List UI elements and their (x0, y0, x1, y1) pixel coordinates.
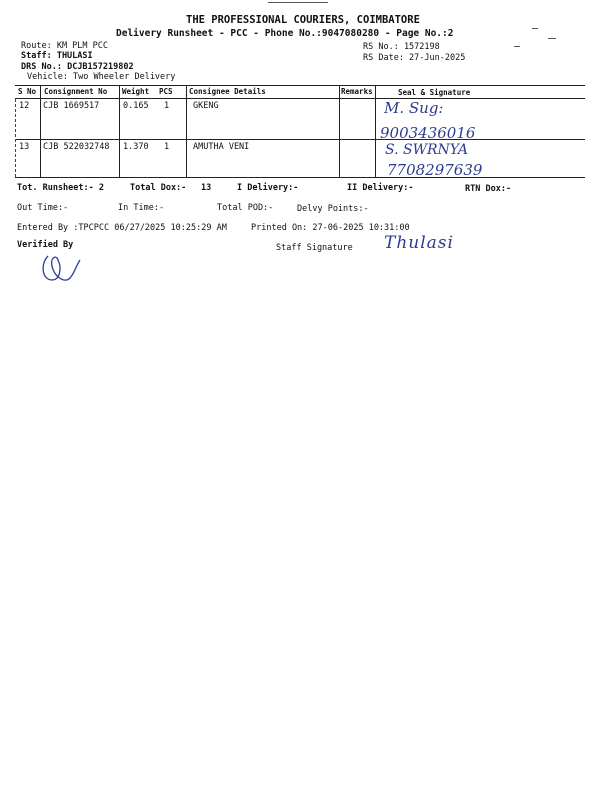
row-pcs: 1 (164, 142, 170, 152)
out-time: Out Time:- (17, 203, 69, 213)
row-consignment: CJB 522032748 (43, 142, 110, 152)
table-top-border (15, 85, 585, 86)
receiver-phone: 7708297639 (387, 161, 483, 179)
verified-by: Verified By (17, 240, 74, 250)
verified-signature-icon (38, 250, 88, 290)
row-sno: 12 (19, 101, 30, 111)
rtn-dox: RTN Dox:- (465, 184, 512, 194)
col-header-consignee: Consignee Details (189, 87, 266, 96)
col-line-left-dashed (15, 99, 16, 177)
row-sno: 13 (19, 142, 30, 152)
row-pcs: 1 (164, 101, 170, 111)
col-line (119, 85, 120, 177)
staff-label: Staff: THULASI (21, 51, 93, 61)
row-divider (15, 139, 585, 140)
tot-runsheet: Tot. Runsheet:- 2 (17, 183, 104, 193)
table-bottom-border (15, 177, 585, 178)
row-consignee: GKENG (193, 101, 219, 111)
staff-signature-label: Staff Signature (276, 243, 353, 253)
row-consignment: CJB 1669517 (43, 101, 100, 111)
col-line (339, 85, 340, 177)
row-weight: 1.370 (123, 142, 149, 152)
staff-handwritten-signature: Thulasi (384, 233, 454, 253)
receiver-signature: M. Sug: (384, 99, 444, 117)
delvy-points: Delvy Points:- (297, 204, 369, 214)
drs-number (21, 62, 134, 72)
rs-date: RS Date: 27-Jun-2025 (363, 53, 466, 63)
col-header-remarks: Remarks (341, 87, 373, 96)
table-header-border (15, 98, 585, 99)
in-time: In Time:- (118, 203, 165, 213)
i-delivery: I Delivery:- (237, 183, 299, 193)
route-label: Route: KM PLM PCC (21, 41, 108, 51)
total-pod: Total POD:- (217, 203, 274, 213)
scan-speck (532, 28, 538, 29)
col-line (40, 85, 41, 177)
col-header-signature: Seal & Signature (398, 88, 471, 97)
total-dox-value: 13 (201, 183, 212, 193)
vehicle-label: Vehicle: Two Wheeler Delivery (27, 72, 176, 82)
col-header-weight: Weight (122, 87, 150, 96)
col-header-pcs: PCS (159, 87, 173, 96)
receiver-signature: S. SWRNYA (385, 142, 469, 158)
entered-by: Entered By :TPCPCC 06/27/2025 10:25:29 AM (17, 223, 227, 233)
drs-value: DCJB157219802 (67, 62, 134, 72)
total-dox-label: Total Dox:- (130, 183, 187, 193)
receiver-phone: 9003436016 (380, 124, 476, 142)
col-header-consignment: Consignment No (44, 87, 108, 96)
rs-number: RS No.: 1572198 (363, 42, 440, 52)
scan-speck (548, 38, 556, 39)
printed-on: Printed On: 27-06-2025 10:31:00 (251, 223, 410, 233)
scan-speck (268, 2, 328, 3)
col-line (375, 85, 376, 177)
ii-delivery: II Delivery:- (347, 183, 414, 193)
runsheet-subtitle: Delivery Runsheet - PCC - Phone No.:9047080280 - Page No.:2 (116, 28, 454, 39)
row-weight: 0.165 (123, 101, 149, 111)
col-header-sno: S No (18, 87, 37, 96)
scan-speck (514, 46, 520, 47)
row-consignee: AMUTHA VENI (193, 142, 250, 152)
col-line (186, 85, 187, 177)
drs-label: DRS No.: (21, 62, 62, 72)
company-title: THE PROFESSIONAL COURIERS, COIMBATORE (186, 14, 420, 26)
